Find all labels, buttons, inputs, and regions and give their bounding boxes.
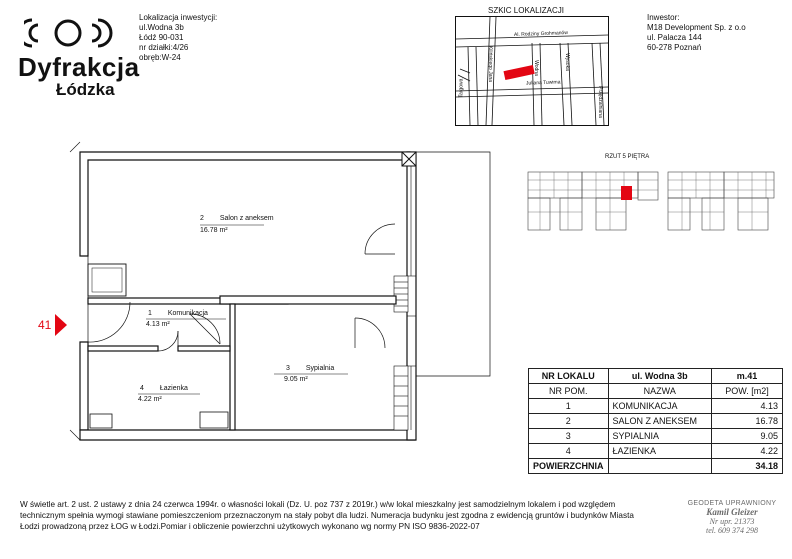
room-area: 16.78 m²	[200, 227, 228, 234]
location-line: Lokalizacja inwestycji:	[139, 13, 218, 22]
total-label: POWIERZCHNIA	[529, 459, 609, 474]
logo-mark	[24, 16, 134, 50]
investor-line: Inwestor:	[647, 13, 680, 22]
table-header-cell: NR POM.	[529, 384, 609, 399]
table-header-cell: POW. [m2]	[712, 384, 783, 399]
stamp-line: Nr upr. 21373	[709, 517, 755, 526]
investor-line: ul. Palacza 144	[647, 33, 702, 42]
room-number: 2	[200, 215, 204, 222]
sketch-title: SZKIC LOKALIZACJI	[488, 6, 565, 15]
area-table	[528, 368, 783, 474]
table-cell: 1	[529, 399, 609, 414]
table-cell: KOMUNIKACJA	[608, 399, 712, 414]
room-number: 1	[148, 310, 152, 317]
street-label: Kilińskiego Jana	[487, 45, 494, 83]
table-header-cell: NR LOKALU	[529, 369, 609, 384]
room-number: 3	[286, 365, 290, 372]
logo-sub: Łódzka	[56, 80, 115, 99]
stamp-line: tel. 609 374 298	[706, 526, 758, 535]
table-cell	[608, 459, 712, 474]
floor-key-plan	[520, 162, 782, 238]
location-line: nr działki:4/26	[139, 43, 189, 52]
legal-note	[20, 499, 670, 532]
table-cell: 2	[529, 414, 609, 429]
location-info	[139, 13, 217, 63]
table-row	[529, 444, 783, 459]
legal-line: W świetle art. 2 ust. 2 ustawy z dnia 24 czerwca 1994r. o własności lokali (Dz. U. poz 737 z 2019r.) w/w lokal mieszkalny jest samodzielnym lokalem i pod względem	[20, 500, 616, 509]
room-name: Komunikacja	[167, 310, 208, 317]
table-cell: SALON Z ANEKSEM	[608, 414, 712, 429]
logo-name: Dyfrakcja	[18, 52, 140, 82]
investor-info	[647, 13, 746, 53]
table-cell: 4	[529, 444, 609, 459]
location-line: ul.Wodna 3b	[139, 23, 184, 32]
table-cell: 9.05	[712, 429, 783, 444]
table-cell: 16.78	[712, 414, 783, 429]
surveyor-stamp	[680, 500, 784, 535]
room-label	[140, 385, 188, 392]
location-line: Łódź 90-031	[139, 33, 184, 42]
table-cell: 3	[529, 429, 609, 444]
street-label: Targowa	[458, 78, 465, 98]
street-label: Przędzalniana	[596, 86, 603, 118]
room-name: Salon z aneksem	[219, 215, 274, 222]
table-header-cell: m.41	[712, 369, 783, 384]
room-label	[148, 310, 208, 317]
table-row	[529, 429, 783, 444]
table-row	[529, 414, 783, 429]
logo	[18, 16, 138, 100]
room-name: Łazienka	[159, 385, 188, 392]
legal-line: technicznym spełnia wymogi stawiane pomieszczeniom przeznaczonym na stały pobyt dla ludzi. Numeracja budynku jest zgodna z ewidencją gruntów i budynków Miasta	[20, 511, 634, 520]
table-header-cell: NAZWA	[608, 384, 712, 399]
table-cell: 4.22	[712, 444, 783, 459]
investor-line: 60-278 Poznań	[647, 43, 702, 52]
location-sketch	[455, 16, 609, 126]
street-label: Wysoka	[563, 53, 570, 71]
floor-plan-label: RZUT 5 PIĘTRA	[605, 154, 650, 160]
table-cell: SYPIALNIA	[608, 429, 712, 444]
room-area: 4.13 m²	[146, 321, 170, 328]
total-value: 34.18	[712, 459, 783, 474]
table-header-cell: ul. Wodna 3b	[608, 369, 712, 384]
street-label: Al. Rodziny Grohmanów	[513, 30, 569, 38]
room-name: Sypialnia	[305, 365, 335, 372]
table-cell: 4.13	[712, 399, 783, 414]
table-cell: ŁAZIENKA	[608, 444, 712, 459]
unit-highlight	[621, 186, 632, 200]
room-area: 9.05 m²	[284, 376, 308, 383]
room-label	[286, 365, 334, 372]
room-area: 4.22 m²	[138, 396, 162, 403]
stamp-line: Kamil Gleizer	[706, 507, 758, 517]
location-line: obręb:W-24	[139, 53, 181, 62]
entry-arrow-icon	[55, 314, 67, 336]
street-label: Juliana Tuwima	[525, 79, 561, 87]
investor-line: M18 Development Sp. z o.o	[647, 23, 746, 32]
stamp-line: GEODETA UPRAWNIONY	[687, 500, 777, 507]
unit-marker-number: 41	[38, 318, 52, 332]
apartment-floor-plan	[50, 136, 500, 446]
room-label	[200, 215, 274, 222]
room-number: 4	[140, 385, 144, 392]
table-row	[529, 399, 783, 414]
legal-line: Łodzi prowadzoną przez ŁOG w Łodzi.Pomiar i obliczenie powierzchni użytkowych wykonano wg normy PN ISO 9836-2022-07	[20, 522, 480, 531]
street-label: Wodna	[532, 60, 539, 76]
